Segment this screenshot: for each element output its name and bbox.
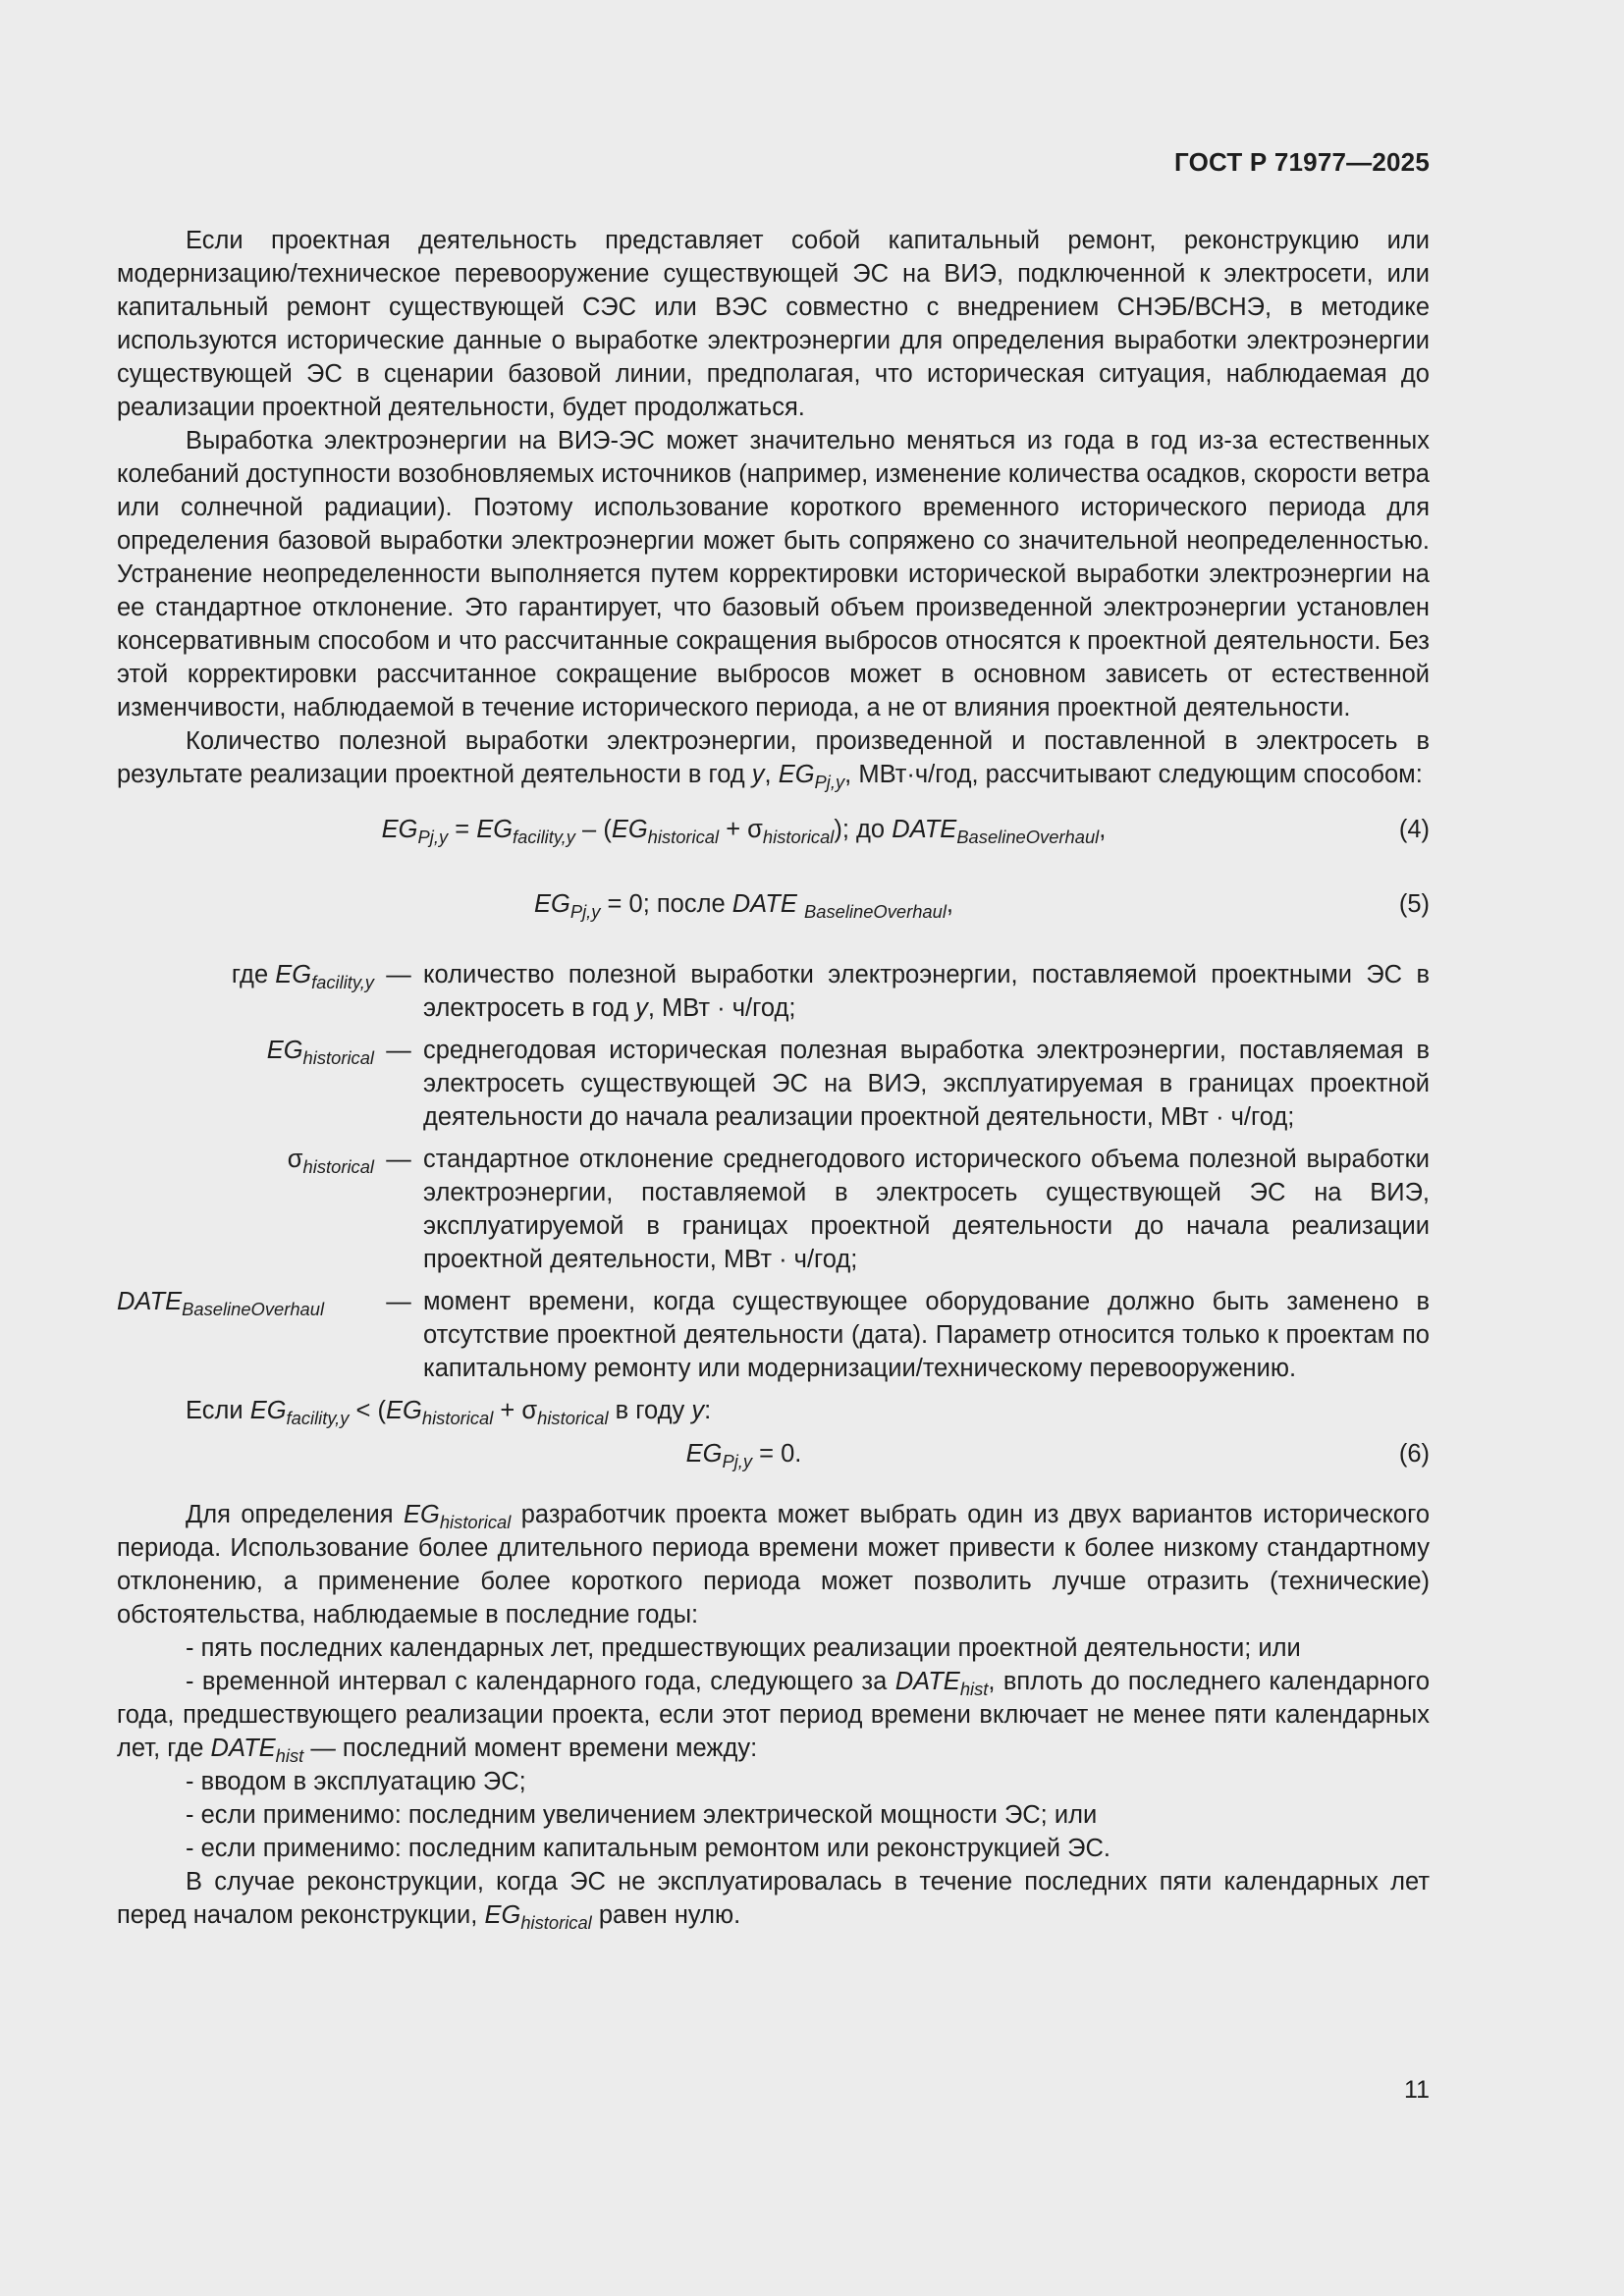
definition-symbol: $\sigma_{historical}$ [287,1146,374,1177]
definition-date-baseline-overhaul: $DATE_{BaselineOverhaul}$ — момент времени, когда существующее оборудование должно быть заменено в отсутствие проектной деятельности (дата). Параметр относится только к проектам по капитальному ремонту или модернизации/техническому перевооружению. [117,1285,1430,1385]
definition-eg-historical: $EG_{historical}$ — среднегодовая историческая полезная выработка электроэнергии, поставляемая в электросеть существующей ЭС на ВИЭ, эксплуатируемая в границах проектной деятельности до начала реализации проектной деятельности, МВт · ч/год; [117,1034,1430,1134]
formula-4 [117,813,1430,846]
definition-symbol: $EG_{historical}$ [266,1037,374,1068]
formula-4-expression: $EG_{Pj,y} = EG_{facility,y} - (EG_{historical} + \sigma_{historical})$; до $DATE_{BaselineOverhaul}$, [381,816,1107,847]
definition-text: количество полезной выработки электроэнергии, поставляемой проектными ЭС в электросеть в год y, МВт · ч/год; [423,961,1430,1022]
list-item: - вводом в эксплуатацию ЭС; [186,1768,526,1795]
formula-4-number: (4) [1398,816,1430,843]
list-item: - если применимо: последним капитальным ремонтом или реконструкцией ЭС. [186,1835,1110,1862]
formula-5-number: (5) [1398,890,1430,918]
definition-text: стандартное отклонение среднегодового исторического объема полезной выработки электроэнергии, поставляемой в электросеть существующей ЭС на ВИЭ, эксплуатируемой в границах проектной деятельности до начала реализации проектной деятельности, МВт · ч/год; [423,1146,1430,1273]
page-number: 11 [1404,2076,1430,2104]
paragraph-intro: Если проектная деятельность представляет собой капитальный ремонт, реконструкцию или модернизацию/техническое перевооружение существующей ЭС на ВИЭ, подключенной к электросети, или капитальный ремонт существующей СЭС или ВЭС совместно с внедрением СНЭБ/ВСНЭ, в методике используются исторические данные о выработке электроэнергии для определения выработки электроэнергии существующей ЭС в сценарии базовой линии, предполагая, что историческая ситуация, наблюдаемая до реализации проектной деятельности, будет продолжаться. [117,227,1430,421]
formula-6 [117,1437,1430,1470]
paragraph-reconstruction: В случае реконструкции, когда ЭС не эксплуатировалась в течение последних пяти календарных лет перед началом реконструкции, $EG_{historical}$ равен нулю. [117,1868,1430,1933]
paragraph-condition: Если $EG_{facility,y} < (EG_{historical} + \sigma_{historical}$ в году y: [186,1397,712,1428]
paragraph-historical-period: Для определения $EG_{historical}$ разработчик проекта может выбрать один из двух вариантов исторического периода. Использование более длительного периода времени может привести к более низкому стандартному отклонению, а применение более короткого периода может позволить лучше отразить (технические) обстоятельства, наблюдаемые в последние годы: [117,1501,1430,1629]
definition-sigma-historical: $\sigma_{historical}$ — стандартное отклонение среднегодового исторического объема полезной выработки электроэнергии, поставляемой в электросеть существующей ЭС на ВИЭ, эксплуатируемой в границах проектной деятельности до начала реализации проектной деятельности, МВт · ч/год; [117,1143,1430,1276]
definition-text: среднегодовая историческая полезная выработка электроэнергии, поставляемая в электросеть существующей ЭС на ВИЭ, эксплуатируемая в границах проектной деятельности до начала реализации проектной деятельности, МВт · ч/год; [423,1037,1430,1131]
list-item: - пять последних календарных лет, предшествующих реализации проектной деятельности; или [186,1634,1301,1662]
formula-5-expression: $EG_{Pj,y} = 0$; после DATE $_{BaselineOverhaul}$, [534,890,953,922]
definition-symbol: где $EG_{facility,y}$ [231,961,374,992]
definitions-list [117,958,1430,1385]
document-header: ГОСТ Р 71977—2025 [1174,147,1430,177]
formula-6-number: (6) [1398,1440,1430,1468]
definition-symbol: $DATE_{BaselineOverhaul}$ [117,1288,325,1319]
paragraph-variability: Выработка электроэнергии на ВИЭ-ЭС может значительно меняться из года в год из-за естественных колебаний доступности возобновляемых источников (например, изменение количества осадков, скорости ветра или солнечной радиации). Поэтому использование короткого временного исторического периода для определения базовой выработки электроэнергии может быть сопряжено со значительной неопределенностью. Устранение неопределенности выполняется путем корректировки исторической выработки электроэнергии на ее стандартное отклонение. Это гарантирует, что базовый объем произведенной электроэнергии установлен консервативным способом и что рассчитанные сокращения выбросов относятся к проектной деятельности. Без этой корректировки рассчитанное сокращение выбросов может в основном зависеть от естественной изменчивости, наблюдаемой в течение исторического периода, а не от влияния проектной деятельности. [117,427,1430,721]
formula-5 [117,887,1430,921]
list-item: - временной интервал с календарного года, следующего за $DATE_{hist}$, вплоть до последнего календарного года, предшествующего реализации проекта, если этот период времени включает не менее пяти календарных лет, где $DATE_{hist}$ — последний момент времени между: [117,1668,1431,1766]
definition-text: момент времени, когда существующее оборудование должно быть заменено в отсутствие проектной деятельности (дата). Параметр относится только к проектам по капитальному ремонту или модернизации/техническому перевооружению. [423,1288,1430,1382]
document-body [117,224,1430,1932]
paragraph-calculation: Количество полезной выработки электроэнергии, произведенной и поставленной в электросеть в результате реализации проектной деятельности в год y, $EG_{Pj,y}$, МВт·ч/год, рассчитывают следующим способом: [117,727,1430,792]
list-item: - если применимо: последним увеличением электрической мощности ЭС; или [186,1801,1098,1829]
formula-6-expression: $EG_{Pj,y} = 0$. [685,1440,802,1471]
definition-eg-facility: где $EG_{facility,y}$ — количество полезной выработки электроэнергии, поставляемой проектными ЭС в электросеть в год y, МВт · ч/год; [117,958,1430,1025]
